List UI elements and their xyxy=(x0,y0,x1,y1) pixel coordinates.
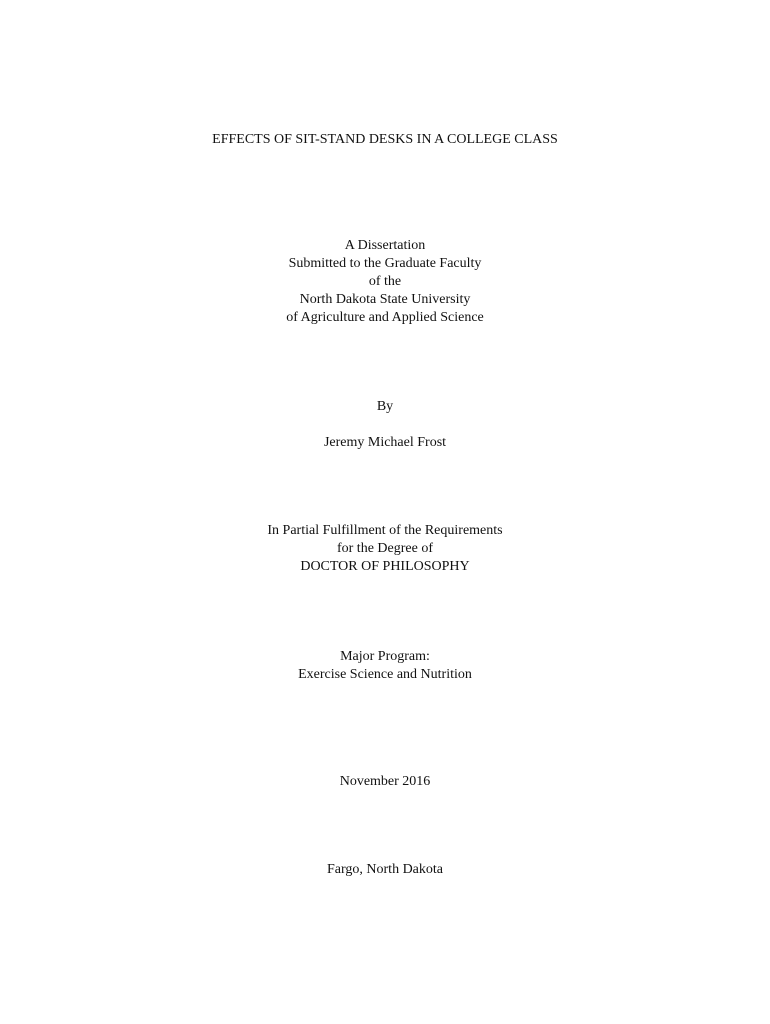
degree-name: DOCTOR OF PHILOSOPHY xyxy=(300,559,470,574)
author-name: Jeremy Michael Frost xyxy=(323,435,447,450)
dissertation-title: EFFECTS OF SIT-STAND DESKS IN A COLLEGE CLASS xyxy=(212,132,558,147)
major-program-block xyxy=(0,648,770,684)
author-block xyxy=(0,434,770,452)
submission-line: of the xyxy=(368,274,402,289)
by-label-block xyxy=(0,398,770,416)
submission-line: Submitted to the Graduate Faculty xyxy=(288,256,482,271)
major-program-label: Major Program: xyxy=(340,649,430,664)
major-program-name: Exercise Science and Nutrition xyxy=(298,667,472,682)
fulfillment-statement xyxy=(0,522,770,576)
fulfillment-line: In Partial Fulfillment of the Requirements xyxy=(267,523,503,538)
location: Fargo, North Dakota xyxy=(327,862,443,877)
date-block xyxy=(0,773,770,791)
submission-date: November 2016 xyxy=(339,774,431,789)
place-block xyxy=(0,861,770,879)
by-label: By xyxy=(376,399,394,414)
fulfillment-line: for the Degree of xyxy=(336,541,433,556)
submission-statement xyxy=(0,237,770,327)
university-name: North Dakota State University xyxy=(299,292,471,307)
document-type: A Dissertation xyxy=(344,238,426,253)
dissertation-title-block xyxy=(0,131,770,149)
university-name-continued: of Agriculture and Applied Science xyxy=(286,310,484,325)
